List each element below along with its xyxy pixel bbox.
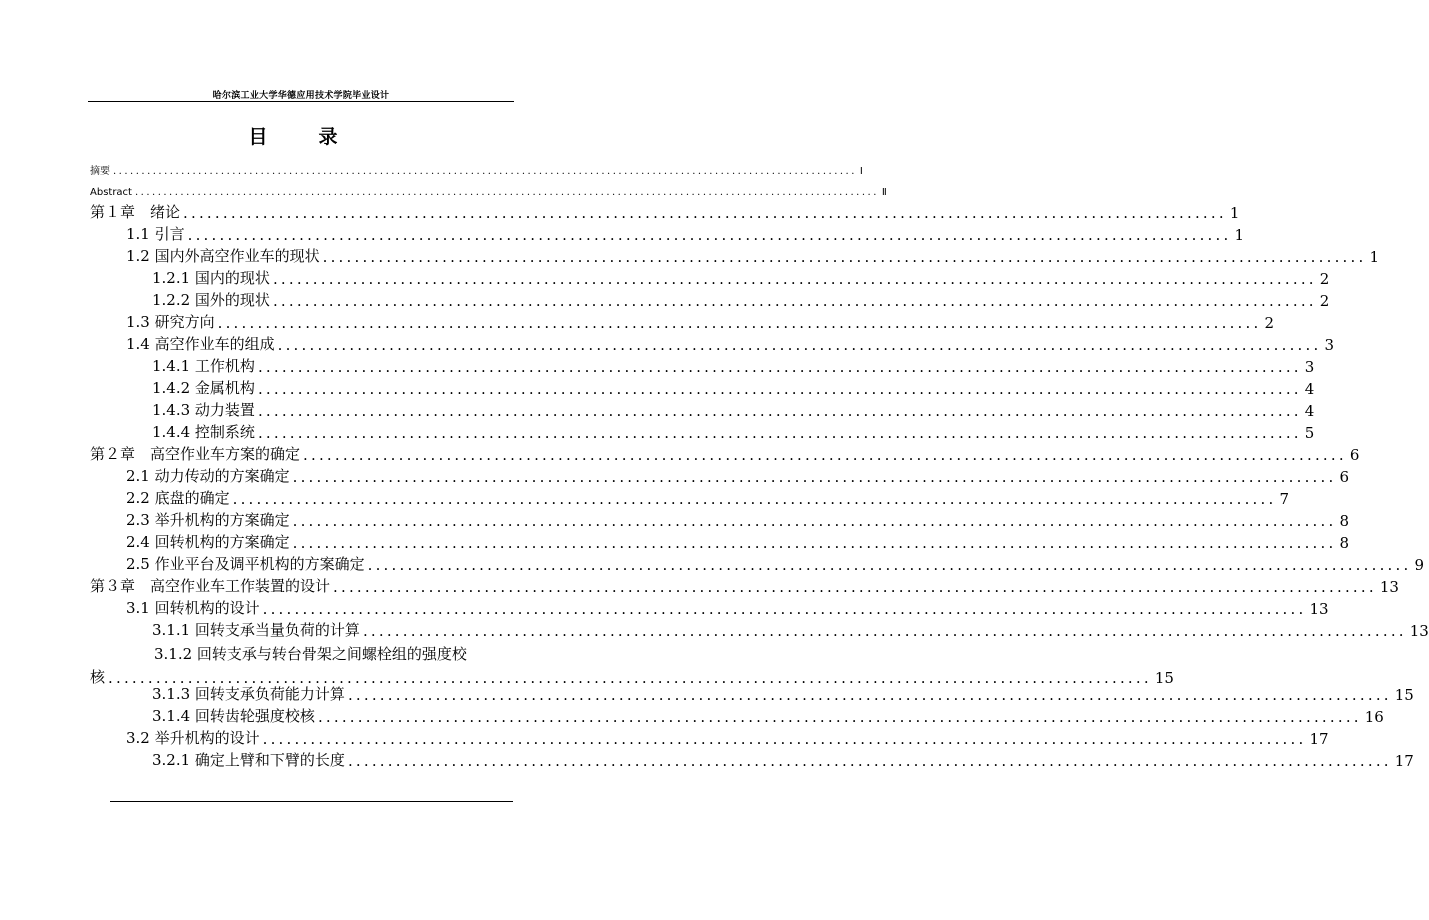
toc-entry-page: 5	[1304, 424, 1315, 442]
toc-entry-1-4-4[interactable]	[152, 422, 1315, 442]
toc-entry-2-5[interactable]	[126, 554, 1424, 574]
toc-entry-label: 3.1.3 回转支承负荷能力计算	[152, 685, 345, 703]
toc-entry-label: 1.4 高空作业车的组成	[126, 335, 275, 353]
toc-entry-label: 1.4.4 控制系统	[152, 423, 255, 441]
toc-entry-page: 16	[1364, 708, 1384, 726]
dot-leader: ...................................................................................................................................	[292, 534, 1337, 552]
dot-leader: ...................................................................................................................................	[272, 292, 1317, 310]
dot-leader: ...................................................................................................................................	[317, 708, 1362, 726]
toc-entry-label: 第２章 高空作业车方案的确定	[90, 445, 301, 463]
toc-entry-page: 17	[1394, 752, 1414, 770]
toc-entry-page: 1	[1369, 248, 1379, 266]
dot-leader: ...................................................................................................................................	[134, 187, 879, 198]
toc-entry-label: 1.2.1 国内的现状	[152, 269, 270, 287]
toc-entry-label: 1.4.1 工作机构	[152, 357, 255, 375]
dot-leader: ...................................................................................................................................	[347, 686, 1392, 704]
toc-entry-page: 13	[1379, 578, 1399, 596]
dot-leader: ...................................................................................................................................	[257, 424, 1302, 442]
toc-entry-label: 1.2.2 国外的现状	[152, 291, 270, 309]
toc-entry-1-4-3[interactable]	[152, 400, 1315, 420]
toc-entry-label: 3.2 举升机构的设计	[126, 729, 260, 747]
dot-leader: ...................................................................................................................................	[257, 358, 1302, 376]
dot-leader: ...................................................................................................................................	[113, 166, 857, 177]
dot-leader: ...................................................................................................................................	[108, 669, 1152, 687]
toc-entry-1-4-1[interactable]	[152, 356, 1315, 376]
toc-entry-page: 4	[1304, 380, 1315, 398]
toc-entry-page: 3	[1324, 336, 1334, 354]
toc-entry-1-2-2[interactable]	[152, 290, 1330, 310]
toc-entry-page: 4	[1304, 402, 1315, 420]
toc-entry-3-1-3[interactable]	[152, 684, 1414, 704]
toc-title: 目 录	[248, 126, 354, 148]
dot-leader: ...................................................................................................................................	[257, 380, 1302, 398]
toc-entry-page: 13	[1409, 622, 1429, 640]
toc-entry-1-4[interactable]	[126, 334, 1334, 354]
toc-entry-label: 1.4.2 金属机构	[152, 379, 255, 397]
dot-leader: ...................................................................................................................................	[262, 600, 1307, 618]
toc-entry-1-1[interactable]	[126, 224, 1244, 244]
toc-entry-page: 1	[1229, 204, 1240, 222]
toc-entry-label: 1.4.3 动力装置	[152, 401, 255, 419]
toc-entry-page: 7	[1279, 490, 1289, 508]
toc-entry-label-line1: 3.1.2 回转支承与转台骨架之间螺栓组的强度校	[154, 645, 467, 663]
dot-leader: ...................................................................................................................................	[303, 446, 1347, 464]
dot-leader: ...................................................................................................................................	[272, 270, 1317, 288]
toc-entry-label: 摘要	[90, 166, 110, 177]
toc-entry-page: 6	[1339, 468, 1349, 486]
dot-leader: ...................................................................................................................................	[217, 314, 1262, 332]
toc-entry-page: 15	[1154, 669, 1174, 687]
header-rule	[88, 101, 514, 102]
dot-leader: ...................................................................................................................................	[322, 248, 1367, 266]
toc-entry-1-2-1[interactable]	[152, 268, 1330, 288]
toc-entry-1-2[interactable]	[126, 246, 1379, 266]
toc-entry-page: Ⅱ	[881, 187, 887, 198]
toc-entry-3-2[interactable]	[126, 728, 1329, 748]
toc-entry-label: 1.2 国内外高空作业车的现状	[126, 247, 320, 265]
toc-entry-2-4[interactable]	[126, 532, 1349, 552]
dot-leader: ...................................................................................................................................	[187, 226, 1232, 244]
toc-entry-1-4-2[interactable]	[152, 378, 1315, 398]
toc-entry-page: 17	[1309, 730, 1329, 748]
toc-entry-chapter-3[interactable]	[90, 576, 1399, 596]
toc-entry-page: 8	[1339, 534, 1349, 552]
toc-entry-3-1-1[interactable]	[152, 620, 1429, 640]
toc-entry-page: 13	[1309, 600, 1329, 618]
dot-leader: ...................................................................................................................................	[347, 752, 1392, 770]
toc-entry-label: 3.1 回转机构的设计	[126, 599, 260, 617]
toc-entry-label: 第３章 高空作业车工作装置的设计	[90, 577, 331, 595]
toc-entry-chapter-2[interactable]	[90, 444, 1360, 464]
toc-entry-label: 1.3 研究方向	[126, 313, 215, 331]
toc-entry-label: 3.2.1 确定上臂和下臂的长度	[152, 751, 345, 769]
toc-entry-label: 1.1 引言	[126, 225, 185, 243]
footer-rule	[110, 801, 513, 802]
toc-entry-page: 2	[1264, 314, 1274, 332]
dot-leader: ...................................................................................................................................	[232, 490, 1277, 508]
dot-leader: ...................................................................................................................................	[262, 730, 1307, 748]
toc-entry-label: 2.4 回转机构的方案确定	[126, 533, 290, 551]
toc-entry-page: 15	[1394, 686, 1414, 704]
toc-entry-page: 2	[1319, 270, 1330, 288]
toc-entry-label: 3.1.1 回转支承当量负荷的计算	[152, 621, 360, 639]
toc-entry-label: 2.3 举升机构的方案确定	[126, 511, 290, 529]
dot-leader: ...................................................................................................................................	[292, 512, 1337, 530]
dot-leader: ...................................................................................................................................	[362, 622, 1407, 640]
toc-entry-label: 2.5 作业平台及调平机构的方案确定	[126, 555, 365, 573]
dot-leader: ...................................................................................................................................	[367, 556, 1412, 574]
toc-entry-2-3[interactable]	[126, 510, 1349, 530]
toc-entry-chapter-1[interactable]	[90, 202, 1240, 222]
toc-entry-label: 2.2 底盘的确定	[126, 489, 230, 507]
toc-entry-label: 2.1 动力传动的方案确定	[126, 467, 290, 485]
dot-leader: ...................................................................................................................................	[277, 336, 1322, 354]
toc-entry-2-1[interactable]	[126, 466, 1349, 486]
dot-leader: ...................................................................................................................................	[183, 204, 1227, 222]
toc-entry-page: Ⅰ	[859, 166, 863, 177]
toc-entry-abstract-cn[interactable]	[90, 163, 863, 177]
toc-entry-3-2-1[interactable]	[152, 750, 1414, 770]
dot-leader: ...................................................................................................................................	[292, 468, 1337, 486]
toc-entry-label: 3.1.4 回转齿轮强度校核	[152, 707, 315, 725]
toc-entry-page: 8	[1339, 512, 1349, 530]
toc-entry-page: 2	[1319, 292, 1330, 310]
toc-entry-page: 6	[1349, 446, 1360, 464]
toc-entry-label: Abstract	[90, 187, 132, 198]
toc-entry-page: 9	[1414, 556, 1424, 574]
toc-entry-3-1[interactable]	[126, 598, 1329, 618]
toc-entry-abstract-en[interactable]	[90, 184, 887, 198]
dot-leader: ...................................................................................................................................	[333, 578, 1377, 596]
toc-entry-page: 1	[1234, 226, 1244, 244]
toc-entry-label: 第１章 绪论	[90, 203, 181, 221]
dot-leader: ...................................................................................................................................	[257, 402, 1302, 420]
toc-entry-1-3[interactable]	[126, 312, 1274, 332]
page-header: 哈尔滨工业大学华德应用技术学院毕业设计	[212, 91, 390, 101]
toc-entry-label-line2: 核	[90, 668, 106, 686]
toc-entry-2-2[interactable]	[126, 488, 1289, 508]
toc-entry-page: 3	[1304, 358, 1315, 376]
toc-entry-3-1-4[interactable]	[152, 706, 1384, 726]
toc-entry-3-1-2[interactable]	[90, 643, 1174, 687]
